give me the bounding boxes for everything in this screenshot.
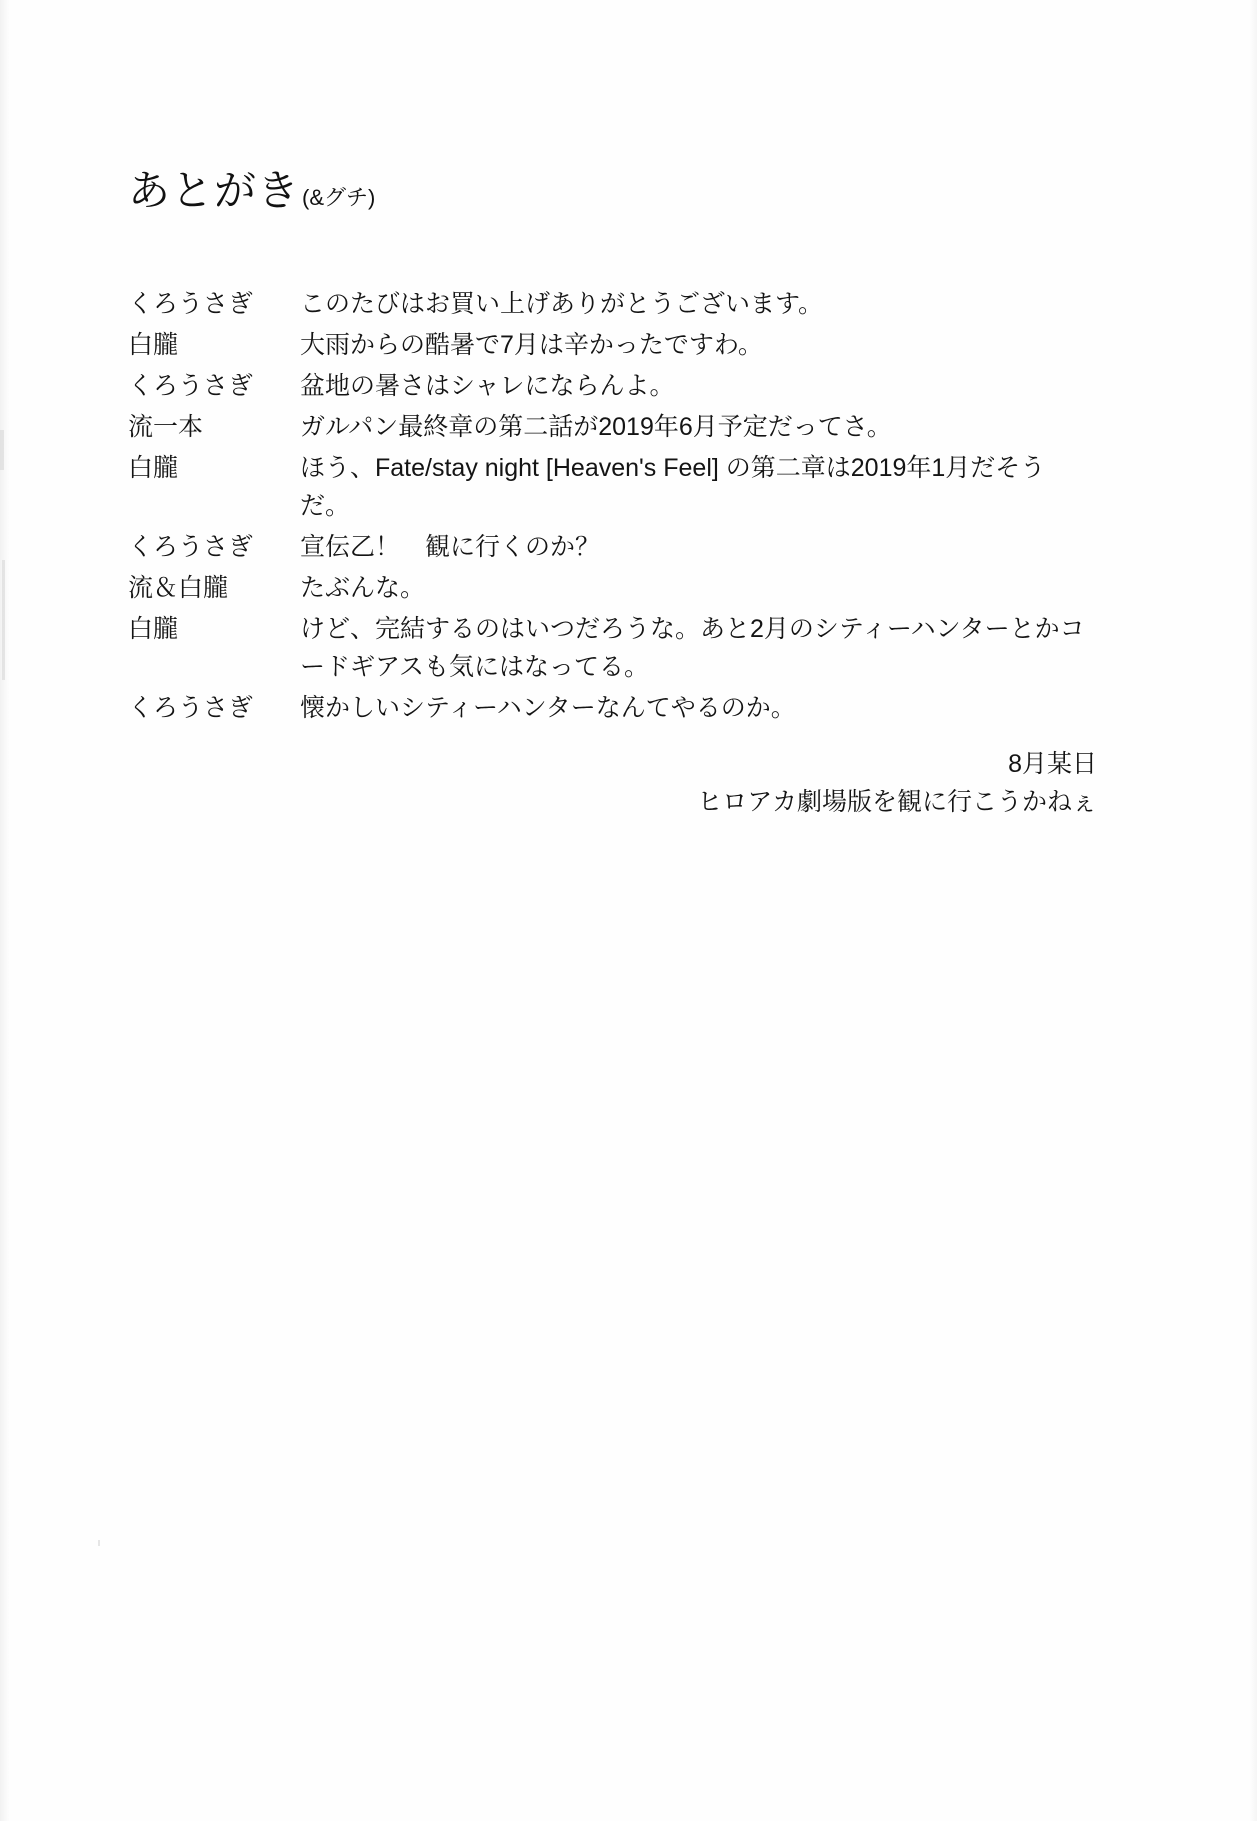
dialogue-text: 大雨からの酷暑で7月は辛かったですわ。 (300, 331, 763, 359)
dialogue-speaker: くろうさぎ (128, 372, 254, 400)
dialogue-speaker: くろうさぎ (128, 694, 254, 722)
page-title-main: あとがき (128, 167, 301, 214)
dialogue-text: このたびはお買い上げありがとうございます。 (300, 290, 824, 318)
dialogue-text: ガルパン最終章の第二話が2019年6月予定だってさ。 (300, 413, 892, 441)
scan-artifact (2, 560, 5, 680)
dialogue-line (128, 326, 1088, 364)
dialogue-speaker: 流＆白朧 (128, 574, 229, 602)
page-edge-shadow-right (1249, 0, 1257, 1821)
dialogue-line (128, 689, 1088, 727)
dialogue-text: 盆地の暑さはシャレにならんよ。 (300, 372, 675, 400)
dialogue-line (128, 610, 1088, 686)
dialogue-speaker: くろうさぎ (128, 290, 254, 318)
page-title-subtitle: (&グチ) (302, 185, 376, 210)
dialogue-speaker: くろうさぎ (128, 533, 254, 561)
dialogue-text: たぶんな。 (300, 574, 426, 602)
dialogue-line (128, 285, 1088, 323)
dialogue-line (128, 528, 1088, 566)
dialogue-text: 懐かしいシティーハンターなんてやるのか。 (300, 694, 796, 722)
dialogue-speaker: 流一本 (128, 413, 204, 441)
page-title (128, 167, 376, 214)
page-edge-shadow-left (0, 0, 10, 1821)
signature-block (697, 745, 1097, 821)
dialogue-speaker: 白朧 (128, 454, 179, 482)
dialogue-line (128, 569, 1088, 607)
dialogue-line (128, 408, 1088, 446)
dialogue-line (128, 367, 1088, 405)
dialogue-text: けど、完結するのはいつだろうな。あと2月のシティーハンターとかコードギアスも気にはなってる。 (300, 615, 1085, 681)
scan-artifact (98, 1540, 100, 1546)
scan-artifact (0, 430, 4, 470)
signature-note: ヒロアカ劇場版を観に行こうかねぇ (697, 788, 1097, 816)
signature-date: 8月某日 (1008, 750, 1097, 778)
dialogue-speaker: 白朧 (128, 331, 179, 359)
dialogue-list (128, 285, 1088, 730)
dialogue-text: 宣伝乙！ 観に行くのか？ (300, 533, 601, 561)
dialogue-line (128, 449, 1088, 525)
dialogue-speaker: 白朧 (128, 615, 179, 643)
dialogue-text: ほう、Fate/stay night [Heaven's Feel] の第二章は2019年1月だそうだ。 (300, 454, 1046, 520)
